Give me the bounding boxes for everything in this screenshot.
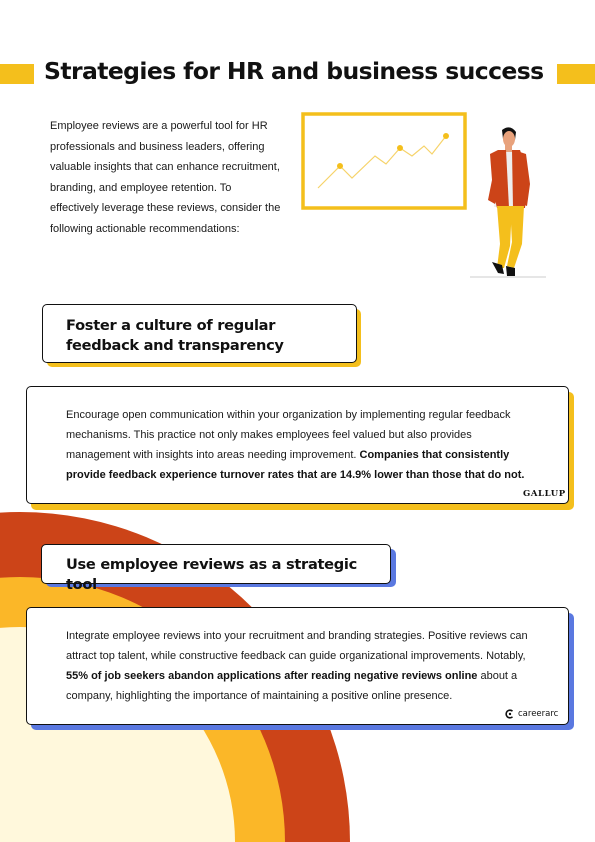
section-2-body <box>66 626 540 706</box>
presenter-with-chart-illustration <box>300 112 550 282</box>
gallup-source-logo: GALLUP <box>523 489 566 499</box>
section-2-body-text: Integrate employee reviews into your recruitment and branding strategies. Positive reviews can attract top talent, while constructive feedback can guide organizational improvements. Notably, <box>66 630 528 662</box>
title-accent-bar-right <box>557 64 595 84</box>
title-accent-bar-left <box>0 64 34 84</box>
intro-paragraph: Employee reviews are a powerful tool for HR professionals and business leaders, offering valuable insights that can enhance recruitment, branding, and employee retention. To effectively leverage these reviews, consider the following actionable recommendations: <box>50 120 281 235</box>
careerarc-logo-text: careerarc <box>518 709 559 719</box>
section-1-body <box>66 405 538 485</box>
chart-board <box>303 114 465 208</box>
section-1-heading: Foster a culture of regular feedback and transparency <box>66 317 284 354</box>
chart-point <box>443 133 449 139</box>
section-1-body-highlight: Companies that consistently provide feedback experience turnover rates that are 14.9% lower than those that do not. <box>66 449 525 481</box>
section-2-body-after: about a company, highlighting the importance of maintaining a positive online presence. <box>66 670 518 702</box>
section-1-heading-card <box>42 304 357 363</box>
careerarc-source-logo <box>505 709 558 719</box>
careerarc-logo-icon <box>505 709 515 719</box>
section-1-body-card <box>26 386 569 504</box>
section-1-body-text: Encourage open communication within your organization by implementing regular feedback mechanisms. This practice not only makes employees feel valued but also provides management with insights into areas needing improvement. <box>66 409 511 461</box>
chart-point <box>397 145 403 151</box>
person-figure <box>470 127 546 277</box>
section-2-body-highlight: 55% of job seekers abandon applications after reading negative reviews online <box>66 670 478 682</box>
chart-point <box>337 163 343 169</box>
section-2-heading-card <box>41 544 391 593</box>
section-2-body-card <box>26 607 569 725</box>
section-2-heading: Use employee reviews as a strategic tool <box>66 556 357 593</box>
page-title: Strategies for HR and business success <box>44 57 544 85</box>
